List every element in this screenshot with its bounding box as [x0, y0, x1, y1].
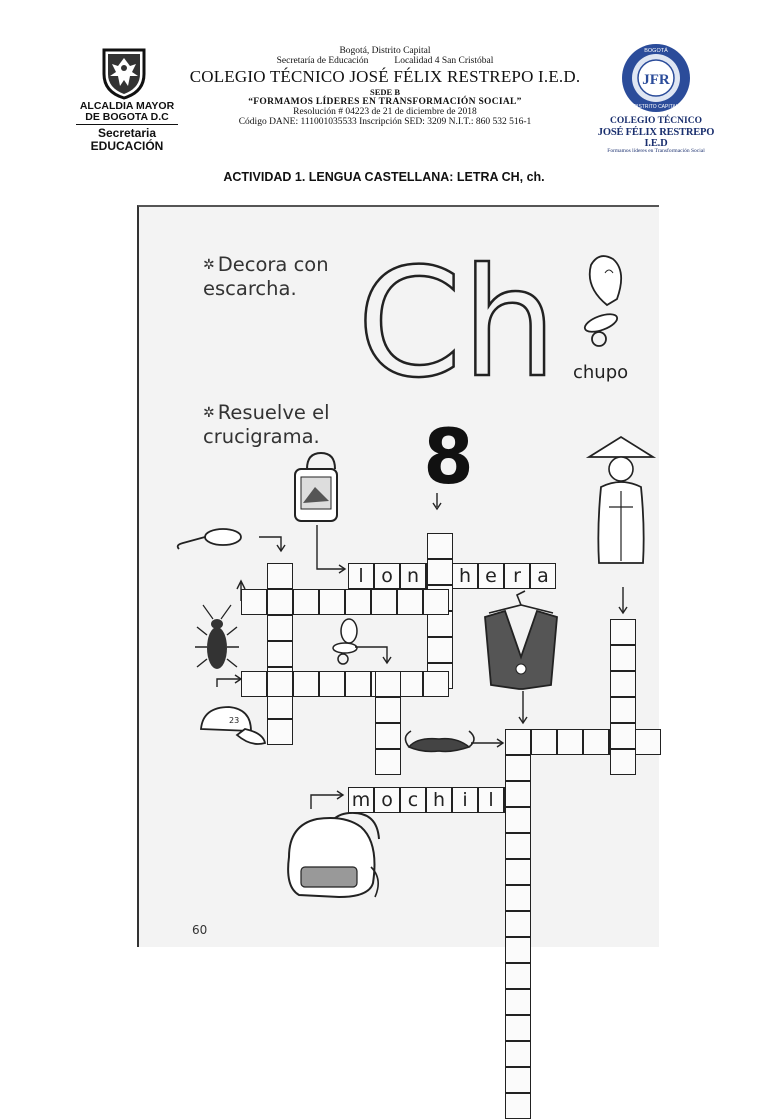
star-icon: ✲	[203, 405, 215, 421]
crossword-cell-filled: h	[426, 787, 452, 813]
crossword-cell[interactable]	[397, 589, 423, 615]
crossword-cell[interactable]	[505, 885, 531, 911]
crossword-cell[interactable]	[427, 533, 453, 559]
logo-ring-top: BOGOTÁ	[644, 48, 668, 54]
crossword-cell[interactable]	[267, 615, 293, 641]
alcaldia-line1: ALCALDIA MAYOR	[79, 100, 175, 112]
alcaldia-line3: Secretaria	[97, 126, 157, 141]
crossword-cell[interactable]	[610, 645, 636, 671]
codes-line: Código DANE: 111001035533 Inscripción SED: 3209 N.I.T.: 860 532 516-1	[238, 117, 532, 127]
crossword-cell-filled: l	[478, 787, 504, 813]
crossword-cell[interactable]	[267, 563, 293, 589]
crossword-cell[interactable]	[505, 937, 531, 963]
crossword-cell[interactable]	[345, 671, 371, 697]
instruction-decorate	[203, 253, 329, 301]
crossword-cell[interactable]	[505, 911, 531, 937]
crossword-cell-filled: n	[400, 563, 426, 589]
instruction-decorate-line1: Decora con	[217, 253, 329, 276]
number-eight: 8	[423, 412, 474, 501]
crossword-cell[interactable]	[505, 1093, 531, 1119]
crossword-cell-filled: h	[452, 563, 478, 589]
crossword-cell[interactable]	[505, 963, 531, 989]
crossword-cell[interactable]	[267, 671, 293, 697]
crossword-cell[interactable]	[423, 589, 449, 615]
spoon-icon	[178, 529, 241, 549]
chupo-label: chupo	[573, 362, 629, 383]
resolution-line: Resolución # 04223 de 21 de diciembre de 2018	[293, 107, 477, 117]
crossword-cell[interactable]	[557, 729, 583, 755]
small-pacifier-icon	[333, 619, 357, 664]
crossword-cell[interactable]	[610, 619, 636, 645]
crossword-cell[interactable]	[505, 859, 531, 885]
logo-ring-bottom: DISTRITO CAPITAL	[633, 104, 679, 110]
crossword-cell-filled: o	[374, 787, 400, 813]
sede-label: SEDE B	[370, 87, 400, 97]
crossword-cell[interactable]	[505, 1041, 531, 1067]
pacifier-icon	[583, 256, 622, 346]
crossword-cell[interactable]	[583, 729, 609, 755]
alcaldia-line2: DE BOGOTA D.C	[76, 112, 178, 125]
bogota-crest-icon	[96, 44, 152, 100]
secretaria-text: Secretaría de Educación	[276, 56, 369, 66]
backpack-icon	[288, 813, 379, 897]
crossword-cell-filled: i	[452, 787, 478, 813]
crossword-cell[interactable]	[505, 1067, 531, 1093]
instruction-crossword-line2: crucigrama.	[203, 424, 320, 448]
crossword-cell[interactable]	[610, 749, 636, 775]
crossword-cell[interactable]	[531, 729, 557, 755]
crossword-cell[interactable]	[505, 781, 531, 807]
crossword-cell[interactable]	[241, 589, 267, 615]
cap-icon	[201, 707, 265, 744]
school-motto: “FORMAMOS LÍDERES EN TRANSFORMACIÓN SOCIAL”	[248, 97, 522, 107]
crossword-cell[interactable]	[375, 697, 401, 723]
crossword-cell-filled: c	[400, 787, 426, 813]
localidad-text: Localidad 4 San Cristóbal	[394, 56, 494, 66]
alcaldia-line4: EDUCACIÓN	[90, 138, 164, 153]
lunchbox-icon	[295, 453, 337, 521]
crossword-cell[interactable]	[293, 589, 319, 615]
crossword-cell[interactable]	[267, 719, 293, 745]
crossword-cell[interactable]	[423, 671, 449, 697]
crossword-cell-filled: m	[348, 787, 374, 813]
crossword-cell[interactable]	[375, 723, 401, 749]
instruction-crossword-line1: Resuelve el	[217, 401, 330, 424]
svg-text:23: 23	[229, 716, 240, 725]
crossword-cell[interactable]	[293, 671, 319, 697]
crossword-cell[interactable]	[427, 559, 453, 585]
school-logo-text	[594, 117, 718, 155]
instruction-crossword	[203, 401, 330, 449]
crossword-cell-filled: e	[478, 563, 504, 589]
crossword-cell[interactable]	[427, 637, 453, 663]
crossword-cell[interactable]	[505, 755, 531, 781]
crossword-cell[interactable]	[319, 671, 345, 697]
crossword-cell[interactable]	[505, 1015, 531, 1041]
crossword-cell-filled: r	[504, 563, 530, 589]
crossword-cell[interactable]	[505, 989, 531, 1015]
crossword-cell-filled: a	[530, 563, 556, 589]
worksheet-scan	[137, 205, 659, 947]
school-name: COLEGIO TÉCNICO JOSÉ FÉLIX RESTREPO I.E.D.	[189, 67, 581, 86]
horns-icon	[405, 731, 474, 752]
chinese-man-icon	[589, 437, 653, 563]
crossword-cell[interactable]	[345, 589, 371, 615]
big-ch-letters: Ch	[357, 237, 557, 411]
crossword-cell[interactable]	[505, 729, 531, 755]
vest-icon	[485, 591, 557, 689]
alcaldia-logo-text	[76, 101, 178, 152]
school-header	[180, 46, 590, 127]
city-line: Bogotá, Distrito Capital	[339, 46, 431, 56]
crossword-cell[interactable]	[635, 729, 661, 755]
crossword-cell[interactable]	[505, 833, 531, 859]
crossword-cell[interactable]	[610, 671, 636, 697]
crossword-cell[interactable]	[267, 589, 293, 615]
secretaria-row	[180, 56, 590, 66]
instruction-decorate-line2: escarcha.	[203, 276, 297, 300]
crossword-cell[interactable]	[610, 723, 636, 749]
crossword-cell[interactable]	[267, 641, 293, 667]
logo-name-line2: JOSÉ FÉLIX RESTREPO I.E.D	[597, 126, 715, 149]
cockroach-icon	[195, 605, 239, 669]
logo-name-line1: COLEGIO TÉCNICO	[610, 116, 702, 126]
crossword-cell[interactable]	[319, 589, 345, 615]
page-number: 60	[192, 923, 208, 937]
crossword-cell[interactable]	[375, 671, 401, 697]
crossword-cell-filled: o	[374, 563, 400, 589]
crossword-cell[interactable]	[371, 589, 397, 615]
logo-monogram: JFR	[642, 72, 670, 88]
star-icon: ✲	[203, 257, 215, 273]
crossword-cell[interactable]	[241, 671, 267, 697]
crossword-cell[interactable]	[375, 749, 401, 775]
crossword-cell[interactable]	[505, 807, 531, 833]
logo-tagline: Formamos líderes en Transformación Social	[607, 148, 705, 154]
crossword-cell[interactable]	[610, 697, 636, 723]
activity-title: ACTIVIDAD 1. LENGUA CASTELLANA: LETRA CH, ch.	[223, 170, 545, 184]
crossword-cell-filled: l	[348, 563, 374, 589]
